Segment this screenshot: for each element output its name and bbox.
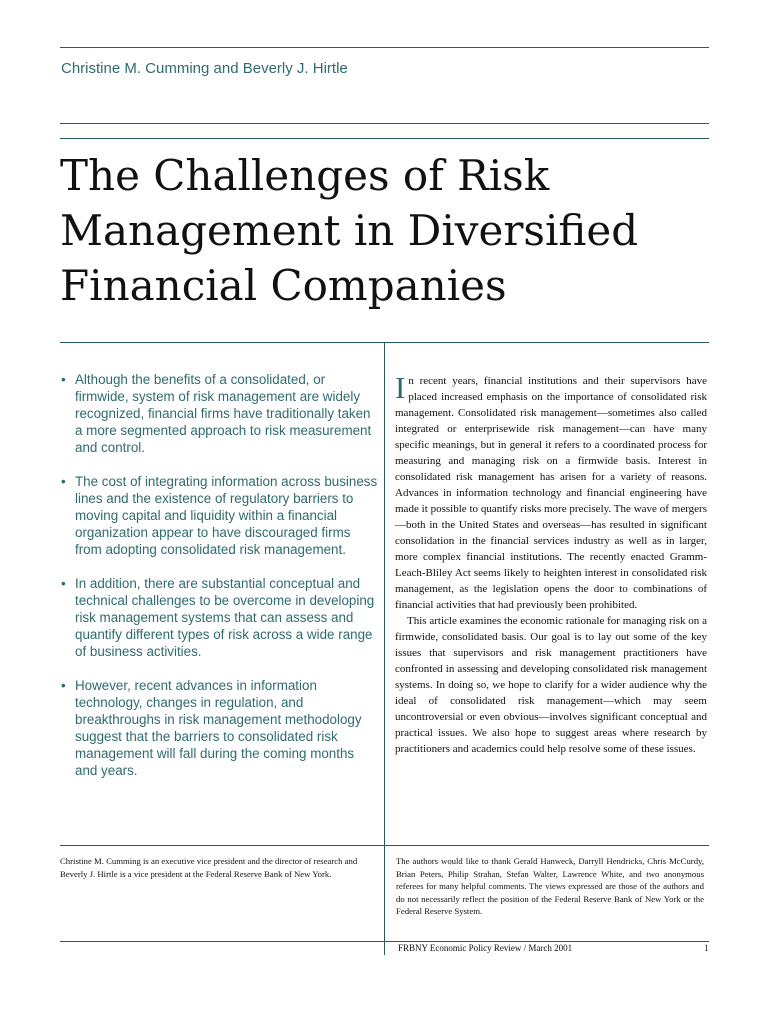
- summary-bullet: • However, recent advances in information technology, changes in regulation, and breakthroughs in risk management methodology suggest that the barriers to consolidated risk management will fall during the coming months and years.: [60, 677, 378, 779]
- article-title: [60, 148, 709, 313]
- header-rule-upper: [60, 123, 709, 124]
- column-divider: [384, 343, 385, 955]
- body-paragraph-1: [395, 370, 707, 613]
- title-line-2: Management in Diversified: [60, 206, 639, 255]
- summary-bullet: • The cost of integrating information across business lines and the existence of regulatory barriers to moving capital and liquidity within a financial organization appear to have discouraged firms from adopting consolidated risk management.: [60, 473, 378, 558]
- body-paragraph-2: This article examines the economic rationale for managing risk on a firmwide, consolidated basis. Our goal is to lay out some of the key issues that supervisors and risk management practitioners have confronted in assessing and developing consolidated risk management systems. In doing so, we hope to clarify for a wider audience why the ideal of consolidated risk management—which may seem uncontroversial or even obvious—involves significant conceptual and practical issues. We also hope to suggest areas where research by practitioners and academics could help resolve some of these issues.: [395, 615, 707, 755]
- page-number: 1: [704, 943, 709, 953]
- header-rule-lower: [60, 138, 709, 139]
- drop-cap: I: [395, 370, 406, 405]
- title-line-3: Financial Companies: [60, 261, 507, 310]
- summary-bullets: [60, 371, 378, 796]
- top-rule: [60, 47, 709, 48]
- body-paragraph-1-text: n recent years, financial institutions and their supervisors have placed increased emphasis on the importance of consolidated risk management. Consolidated risk management—sometimes also called integrated or enterprisewide risk management—can have many specific meanings, but in general it refers to a coordinated process for measuring and managing risk on a firmwide basis. Interest in consolidated risk management has arisen for a variety of reasons. Advances in information technology and financial engineering have made it possible to quantify risks more precisely. The wave of mergers—both in the United States and overseas—has resulted in significant consolidation in the financial services industry as well as in larger, more complex financial institutions. The recently enacted Gramm-Leach-Bliley Act seems likely to heighten interest in consolidated risk management, as the legislation opens the door to combinations of financial activities that had previously been prohibited.: [395, 375, 707, 611]
- title-line-1: The Challenges of Risk: [60, 151, 550, 200]
- footer-rule: [60, 941, 709, 942]
- journal-citation: FRBNY Economic Policy Review / March 2001: [398, 943, 573, 953]
- acknowledgments-note: The authors would like to thank Gerald Hanweck, Darryll Hendricks, Chris McCurdy, Brian Peters, Philip Strahan, Stefan Walter, Lawrence White, and two anonymous referees for many helpful comments. The views expressed are those of the authors and do not necessarily reflect the position of the Federal Reserve Bank of New York or the Federal Reserve System.: [396, 856, 704, 917]
- author-bio-note: Christine M. Cumming is an executive vice president and the director of research and Beverly J. Hirtle is a vice president at the Federal Reserve Bank of New York.: [60, 856, 358, 879]
- summary-bullet: • In addition, there are substantial conceptual and technical challenges to be overcome in developing risk management systems that can assess and quantify different types of risk across a wide range of business activities.: [60, 575, 378, 660]
- author-line: Christine M. Cumming and Beverly J. Hirtle: [61, 60, 348, 77]
- notes-rule: [60, 845, 709, 846]
- summary-bullet: • Although the benefits of a consolidated, or firmwide, system of risk management are widely recognized, financial firms have traditionally taken a more segmented approach to risk measurement and control.: [60, 371, 378, 456]
- article-body: [395, 370, 707, 757]
